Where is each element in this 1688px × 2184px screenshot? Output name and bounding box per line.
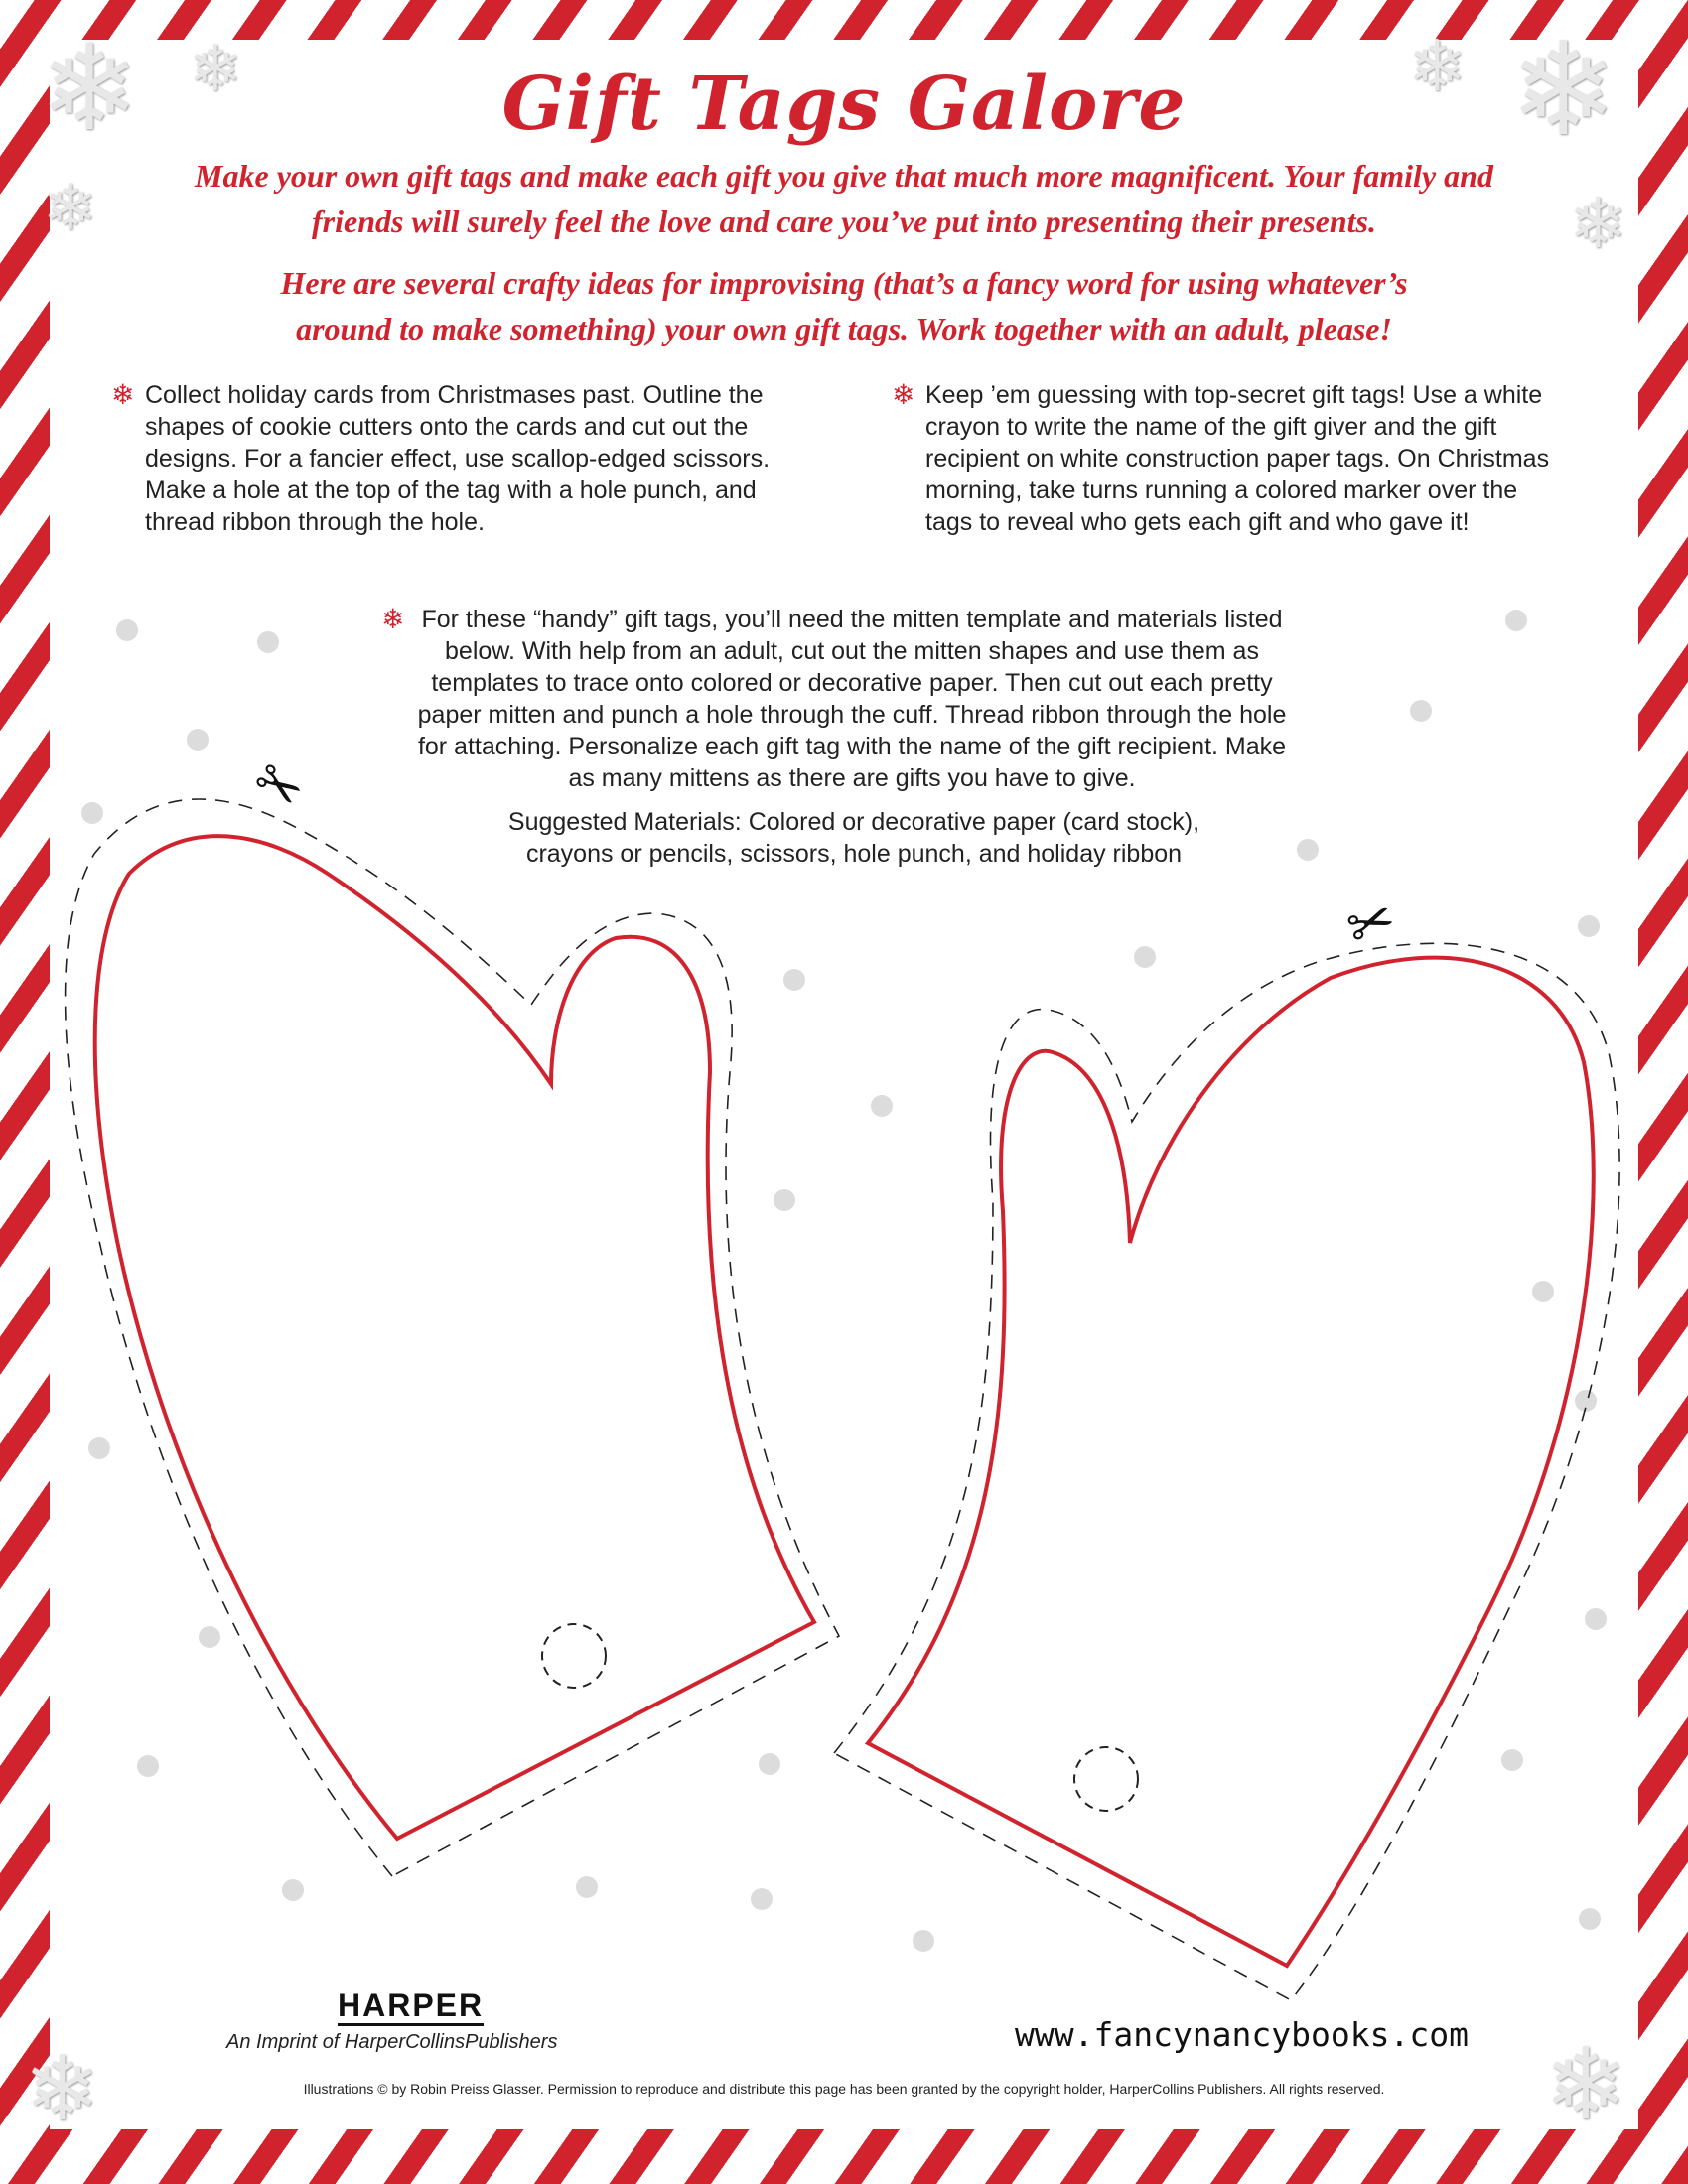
materials-list: Suggested Materials: Colored or decorative paper (card stock), crayons or pencils, scissors, hole punch, and holiday ribbon: [507, 808, 1200, 868]
website-link[interactable]: www.fancynancybooks.com: [1015, 2015, 1469, 2054]
tip-text: Collect holiday cards from Christmases past. Outline the shapes of cookie cutters onto the cards and cut out the designs. For a fancier effect, use scallop-edged scissors. Make a hole at the top of the tag with a hole punch, and thread ribbon through the hole.: [145, 381, 771, 536]
intro-paragraph: Here are several crafty ideas for improvising (that’s a fancy word for using whatever’s around to make something) your own gift tags. Work together with an adult, please!: [280, 265, 1408, 346]
snowflake-icon: ❄: [1544, 2026, 1627, 2142]
left-mitten-cut-guide: [66, 799, 839, 1876]
snowflake-bullet-icon: ❄: [111, 378, 135, 411]
snowflake-bullet-icon: ❄: [381, 603, 405, 635]
scissors-icon: ✂: [240, 747, 316, 827]
right-mitten-punch-hole: [1074, 1747, 1138, 1811]
intro-paragraph: Make your own gift tags and make each gift you give that much more magnificent. Your family and friends will surely feel the love and care you’ve put into presenting their presents.: [195, 158, 1493, 239]
snowflake-bullet-icon: ❄: [892, 378, 915, 411]
left-mitten-punch-hole: [542, 1624, 606, 1688]
left-mitten-outline: [95, 836, 814, 1839]
snowflake-icon: ❄: [189, 33, 242, 106]
snowflake-icon: ❄: [1408, 26, 1467, 107]
snowflake-icon: ❄: [44, 172, 97, 245]
right-mitten-cut-guide: [834, 943, 1619, 2000]
page-title: Gift Tags Galore: [501, 62, 1187, 147]
snowflake-icon: ❄: [40, 20, 140, 158]
right-mitten: [834, 943, 1619, 2000]
snowflake-icon: ❄: [1509, 14, 1618, 165]
copyright-notice: Illustrations © by Robin Preiss Glasser. Permission to reproduce and distribute this page has been granted by the copyright holder, HarperCollins Publishers. All rights reserved.: [303, 2081, 1385, 2097]
scissors-icon: ✂: [1337, 886, 1405, 963]
tip-text: For these “handy” gift tags, you’ll need the mitten template and materials listed below. With help from an adult, cut out the mitten shapes and use them as templates to trace onto colored or decorative paper. Then cut out each pretty paper mitten and punch a hole through the cuff. Thread ribbon through the hole for attaching. Personalize each gift tag with the name of the gift recipient. Make as many mittens as there are gifts you have to give.: [417, 606, 1287, 792]
tip-text: Keep ’em guessing with top-secret gift tags! Use a white crayon to write the name of the gift giver and the gift recipient on white construction paper tags. On Christmas morning, take turns running a colored marker over the tags to reveal who gets each gift and who gave it!: [925, 381, 1550, 536]
snowflake-icon: ❄: [1569, 183, 1627, 264]
left-mitten: [66, 799, 839, 1876]
snowflake-icon: ❄: [25, 2037, 100, 2141]
publisher-logo: HARPER: [338, 1987, 484, 2026]
right-mitten-outline: [868, 958, 1594, 1966]
publisher-imprint: An Imprint of HarperCollinsPublishers: [226, 2031, 558, 2053]
